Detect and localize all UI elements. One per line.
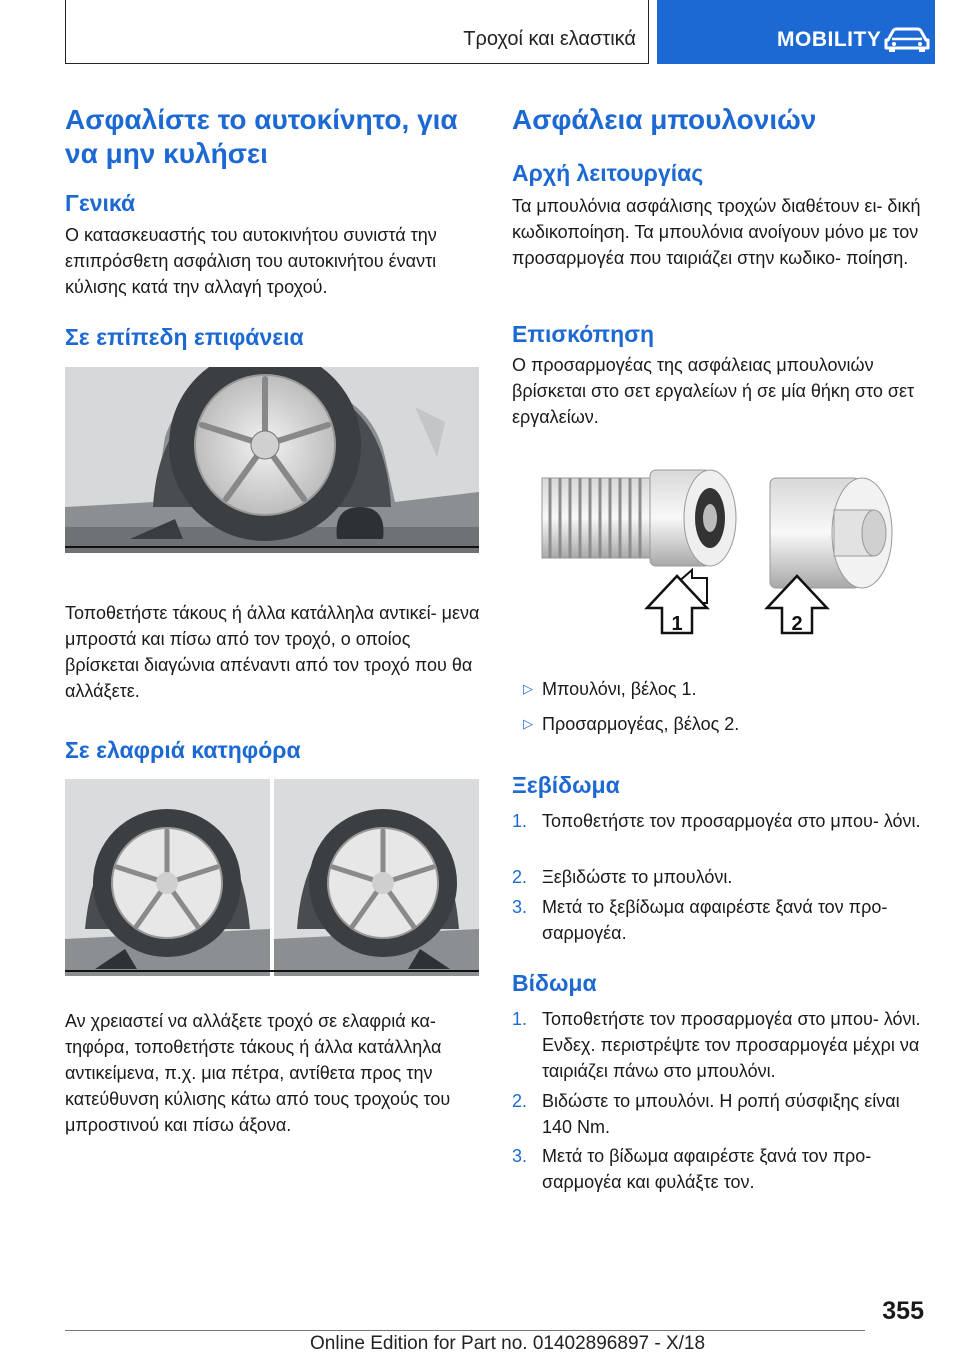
slope-illustration: [65, 779, 479, 976]
triangle-bullet-icon: ▷: [523, 681, 533, 696]
slope-text: Αν χρειαστεί να αλλάξετε τροχό σε ελαφριά κα- τηφόρα, τοποθετήστε τάκους ή άλλα κατάλληλα αντικείμενα, π.χ. μια πέτρα, αντίθετα προς την κατεύθυνση κύλισης κάτω από τους τροχούς του μπροστινού και πίσω άξονα.: [65, 1011, 451, 1135]
section-title-secure-vehicle: Ασφαλίστε το αυτοκίνητο, για να μην κυλήσει: [65, 104, 458, 169]
footer-divider: [65, 1330, 865, 1331]
heading-unscrew: Ξεβίδωμα: [512, 772, 620, 798]
flat-surface-text: Τοποθετήστε τάκους ή άλλα κατάλληλα αντικεί- μενα μπροστά και πίσω από τον τροχό, ο οποίος βρίσκεται διαγώνια απέναντι από τον τροχό που θα αλλάξετε.: [65, 603, 480, 701]
page-number: 355: [882, 1297, 924, 1325]
header-section-title: Τροχοί και ελαστικά: [463, 28, 636, 50]
heading-overview: Επισκόπηση: [512, 321, 654, 347]
heading-screw: Βίδωμα: [512, 970, 597, 996]
chapter-label: MOBILITY: [777, 28, 882, 51]
heading-principle: Αρχή λειτουργίας: [512, 160, 704, 186]
principle-text: Τα μπουλόνια ασφάλισης τροχών διαθέτουν ει- δική κωδικοποίηση. Τα μπουλόνια ανοίγουν μόνο με τον προσαρμογέα που ταιριάζει στην κωδικο- ποίηση.: [512, 196, 921, 268]
car-icon: [884, 26, 930, 52]
heading-flat-surface: Σε επίπεδη επιφάνεια: [65, 324, 304, 350]
footer-edition: Online Edition for Part no. 01402896897 - X/18: [310, 1333, 706, 1354]
heading-slight-slope: Σε ελαφριά κατηφόρα: [65, 737, 301, 763]
header-chapter-tab[interactable]: [657, 0, 935, 64]
overview-text: Ο προσαρμογέας της ασφάλειας μπουλονιών βρίσκεται στο σετ εργαλείων ή σε μία θήκη στο σετ εργαλείων.: [512, 355, 915, 427]
triangle-bullet-icon: ▷: [523, 716, 533, 731]
header-section-box: [65, 0, 649, 64]
figure-label-2: 2: [791, 613, 803, 635]
general-text: Ο κατασκευαστής του αυτοκινήτου συνιστά την επιπρόσθετη ασφάλιση του αυτοκινήτου έναντι κύλισης κατά την αλλαγή τροχού.: [65, 225, 437, 297]
lock-bolt-adapter-illustration: [512, 448, 926, 656]
flat-surface-illustration: [65, 367, 479, 553]
figure-label-1: 1: [671, 613, 683, 635]
heading-general: Γενικά: [65, 190, 136, 216]
section-title-lock-bolts: Ασφάλεια μπουλονιών: [512, 104, 817, 135]
